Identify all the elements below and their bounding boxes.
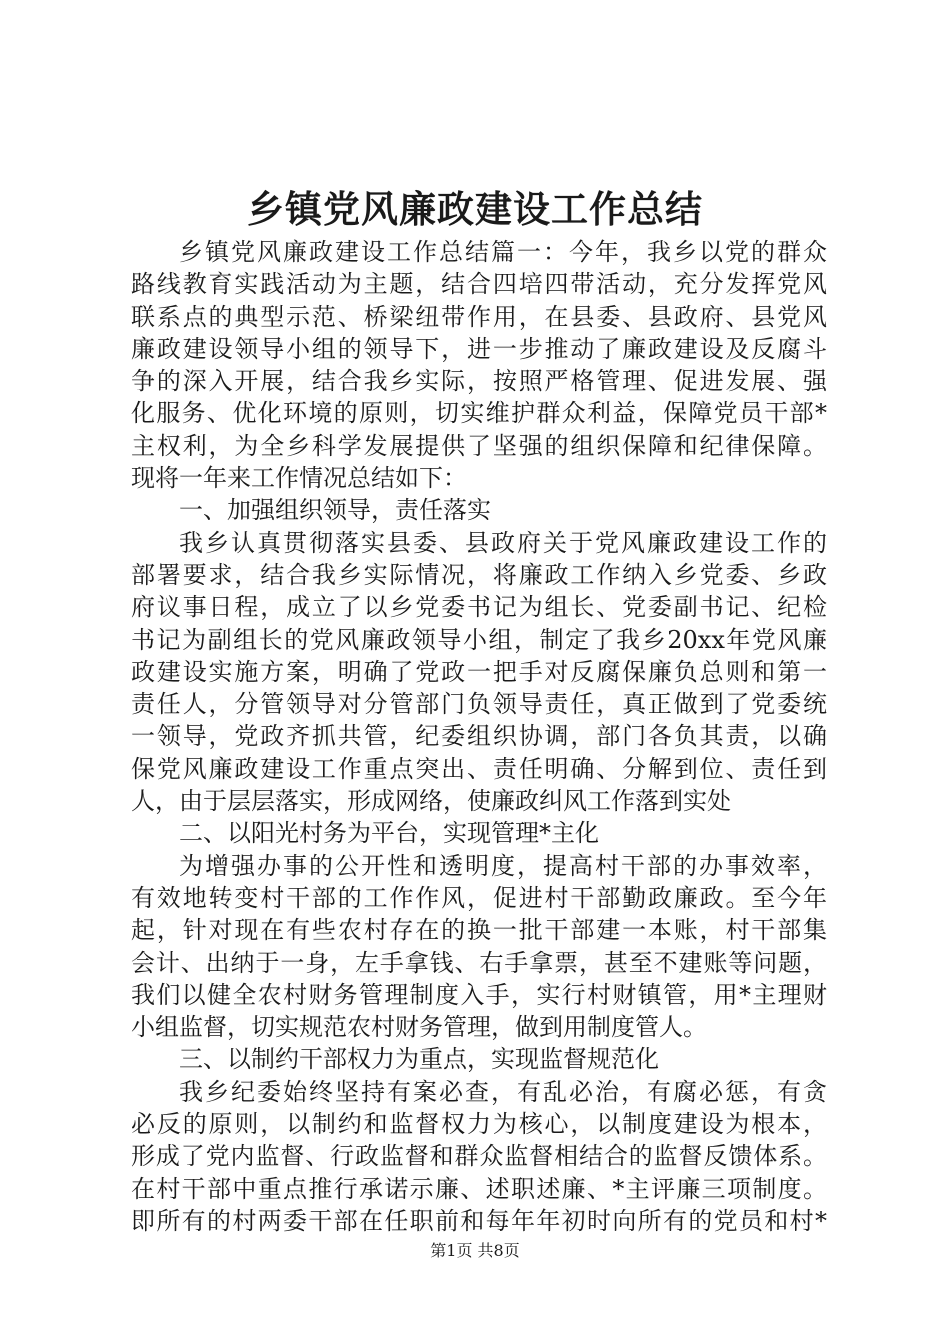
text-line: 廉政建设领导小组的领导下，进一步推动了廉政建设及反腐斗 — [131, 334, 827, 363]
text-line: 会计、出纳于一身，左手拿钱、右手拿票，甚至不建账等问题， — [131, 948, 827, 977]
text-line: 为增强办事的公开性和透明度，提高村干部的办事效率， — [179, 851, 827, 880]
text-line: 部署要求，结合我乡实际情况，将廉政工作纳入乡党委、乡政 — [131, 560, 827, 589]
text-line: 争的深入开展，结合我乡实际，按照严格管理、促进发展、强 — [131, 367, 827, 396]
text-line: 我乡纪委始终坚持有案必查，有乱必治，有腐必惩，有贪 — [179, 1077, 827, 1106]
text-line: 一、加强组织领导，责任落实 — [179, 496, 491, 525]
text-line: 政建设实施方案，明确了党政一把手对反腐保廉负总则和第一 — [131, 657, 827, 686]
text-line: 乡镇党风廉政建设工作总结篇一：今年，我乡以党的群众 — [179, 238, 827, 266]
text-line: 现将一年来工作情况总结如下： — [131, 464, 467, 493]
text-line: 人，由于层层落实，形成网络，使廉政纠风工作落到实处 — [131, 787, 731, 816]
text-line: 形成了党内监督、行政监督和群众监督相结合的监督反馈体系。 — [131, 1142, 827, 1171]
text-line: 在村干部中重点推行承诺示廉、述职述廉、*主评廉三项制度。 — [131, 1174, 827, 1203]
text-line: 化服务、优化环境的原则，切实维护群众利益，保障党员干部* — [131, 399, 827, 428]
text-line: 三、以制约干部权力为重点，实现监督规范化 — [179, 1045, 659, 1074]
text-line: 责任人，分管领导对分管部门负领导责任，真正做到了党委统 — [131, 690, 827, 719]
page-footer: 第1页 共8页 — [430, 1241, 520, 1260]
text-line: 一领导，党政齐抓共管，纪委组织协调，部门各负其责，以确 — [131, 722, 827, 751]
text-line: 书记为副组长的党风廉政领导小组，制定了我乡20xx年党风廉 — [131, 625, 827, 654]
text-line: 必反的原则，以制约和监督权力为核心，以制度建设为根本， — [131, 1110, 827, 1139]
document-body — [131, 236, 827, 1237]
text-line: 有效地转变村干部的工作作风，促进村干部勤政廉政。至今年 — [131, 883, 827, 912]
text-line: 路线教育实践活动为主题，结合四培四带活动，充分发挥党风 — [131, 270, 827, 299]
text-line: 即所有的村两委干部在任职前和每年年初时向所有的党员和村* — [131, 1206, 827, 1235]
text-line: 联系点的典型示范、桥梁纽带作用，在县委、县政府、县党风 — [131, 302, 827, 331]
text-line: 我乡认真贯彻落实县委、县政府关于党风廉政建设工作的 — [179, 528, 827, 557]
text-line: 小组监督，切实规范农村财务管理，做到用制度管人。 — [131, 1013, 707, 1042]
text-line: 保党风廉政建设工作重点突出、责任明确、分解到位、责任到 — [131, 754, 827, 783]
text-line: 我们以健全农村财务管理制度入手，实行村财镇管，用*主理财 — [131, 980, 827, 1009]
text-line: 二、以阳光村务为平台，实现管理*主化 — [179, 819, 599, 848]
text-line: 主权利，为全乡科学发展提供了坚强的组织保障和纪律保障。 — [131, 431, 827, 460]
document-title: 乡镇党风廉政建设工作总结 — [247, 187, 703, 231]
text-line: 起，针对现在有些农村存在的换一批干部建一本账，村干部集 — [131, 916, 827, 945]
text-line: 府议事日程，成立了以乡党委书记为组长、党委副书记、纪检 — [131, 593, 827, 622]
